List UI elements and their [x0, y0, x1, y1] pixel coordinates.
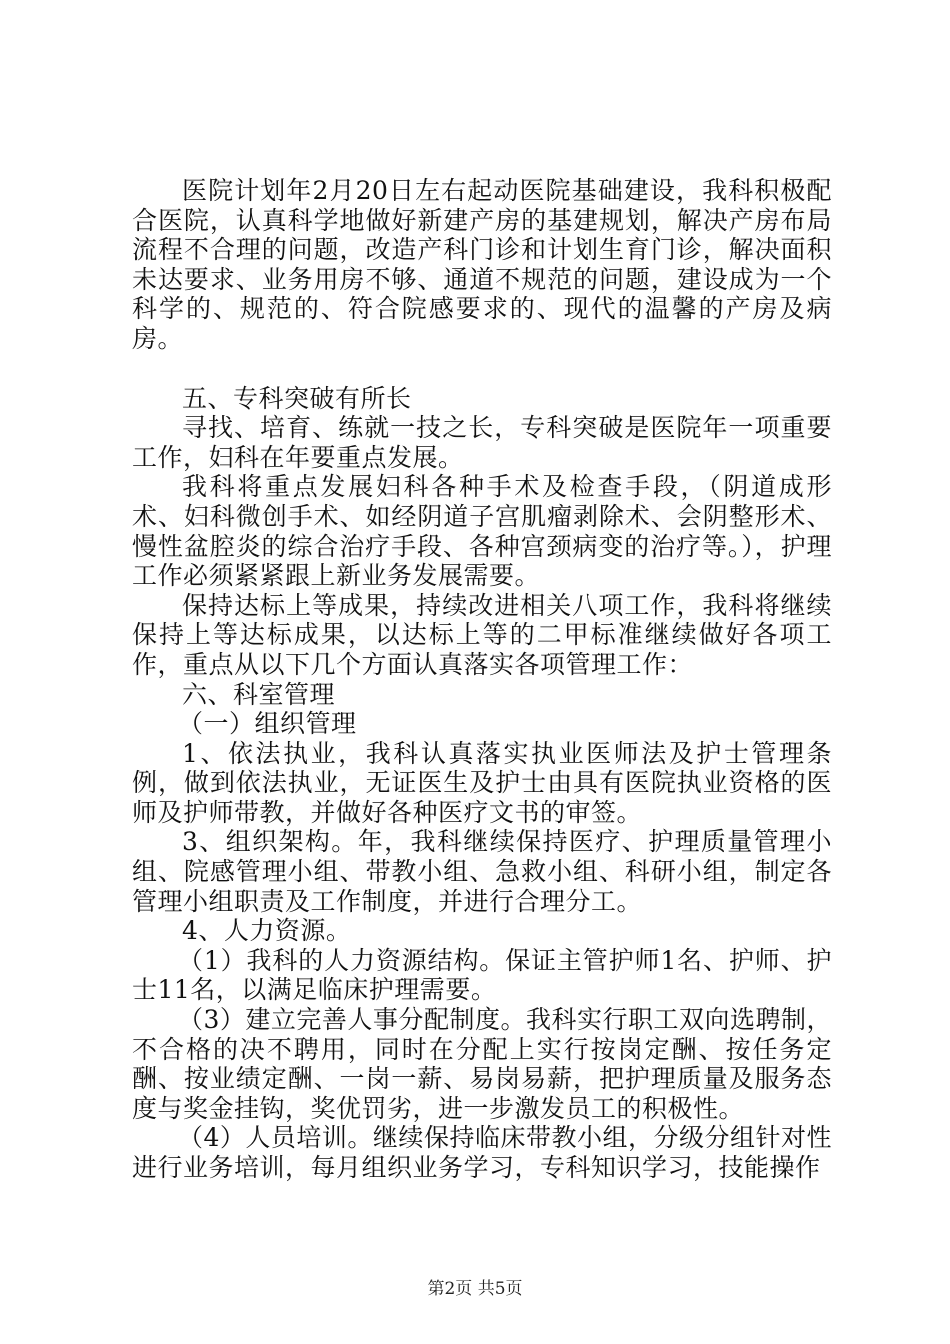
paragraph-construction-plan: 医院计划年2月20日左右起动医院基础建设，我科积极配合医院，认真科学地做好新建产房的基建规划，解决产房布局流程不合理的问题，改造产科门诊和计划生育门诊，解决面积未达要求、业务用房不够、通道不规范的问题，建设成为一个科学的、规范的、符合院感要求的、现代的温馨的产房及病房。 — [132, 176, 832, 353]
paragraph-human-resources: 4、人力资源。 — [182, 916, 352, 946]
paragraph-hr-distribution: （3）建立完善人事分配制度。我科实行职工双向选聘制，不合格的决不聘用，同时在分配上实行按岗定酬、按任务定酬、按业绩定酬、一岗一薪、易岗易薪，把护理质量及服务态度与奖金挂钩，奖优罚劣，进一步激发员工的积极性。 — [132, 1005, 832, 1123]
paragraph-gynecology-surgery: 我科将重点发展妇科各种手术及检查手段，（阴道成形术、妇科微创手术、如经阴道子宫肌瘤剥除术、会阴整形术、慢性盆腔炎的综合治疗手段、各种宫颈病变的治疗等。），护理工作必须紧紧跟上新业务发展需要。 — [132, 472, 832, 591]
document-body — [132, 176, 832, 1183]
paragraph-legal-practice: 1、依法执业，我科认真落实执业医师法及护士管理条例，做到依法执业，无证医生及护士由具有医院执业资格的医师及护师带教，并做好各种医疗文书的审签。 — [132, 738, 832, 827]
section-heading-management: 六、科室管理 — [182, 679, 336, 709]
paragraph-hr-structure: （1）我科的人力资源结构。保证主管护师1名、护师、护士11名，以满足临床护理需要。 — [132, 945, 832, 1005]
page-number-footer: 第2页 共5页 — [427, 1279, 523, 1299]
paragraph-training: （4）人员培训。继续保持临床带教小组，分级分组针对性进行业务培训，每月组织业务学习，专科知识学习，技能操作 — [132, 1123, 832, 1182]
paragraph-standards: 保持达标上等成果，持续改进相关八项工作，我科将继续保持上等达标成果，以达标上等的二甲标准继续做好各项工作，重点从以下几个方面认真落实各项管理工作： — [132, 590, 832, 679]
section-heading-specialty: 五、专科突破有所长 — [182, 383, 412, 413]
subheading-organization: （一）组织管理 — [178, 709, 357, 739]
paragraph-organization-structure: 3、组织架构。年，我科继续保持医疗、护理质量管理小组、院感管理小组、带教小组、急救小组、科研小组，制定各管理小组职责及工作制度，并进行合理分工。 — [132, 827, 832, 916]
paragraph-specialty-breakthrough: 寻找、培育、练就一技之长，专科突破是医院年一项重要工作，妇科在年要重点发展。 — [132, 413, 832, 472]
